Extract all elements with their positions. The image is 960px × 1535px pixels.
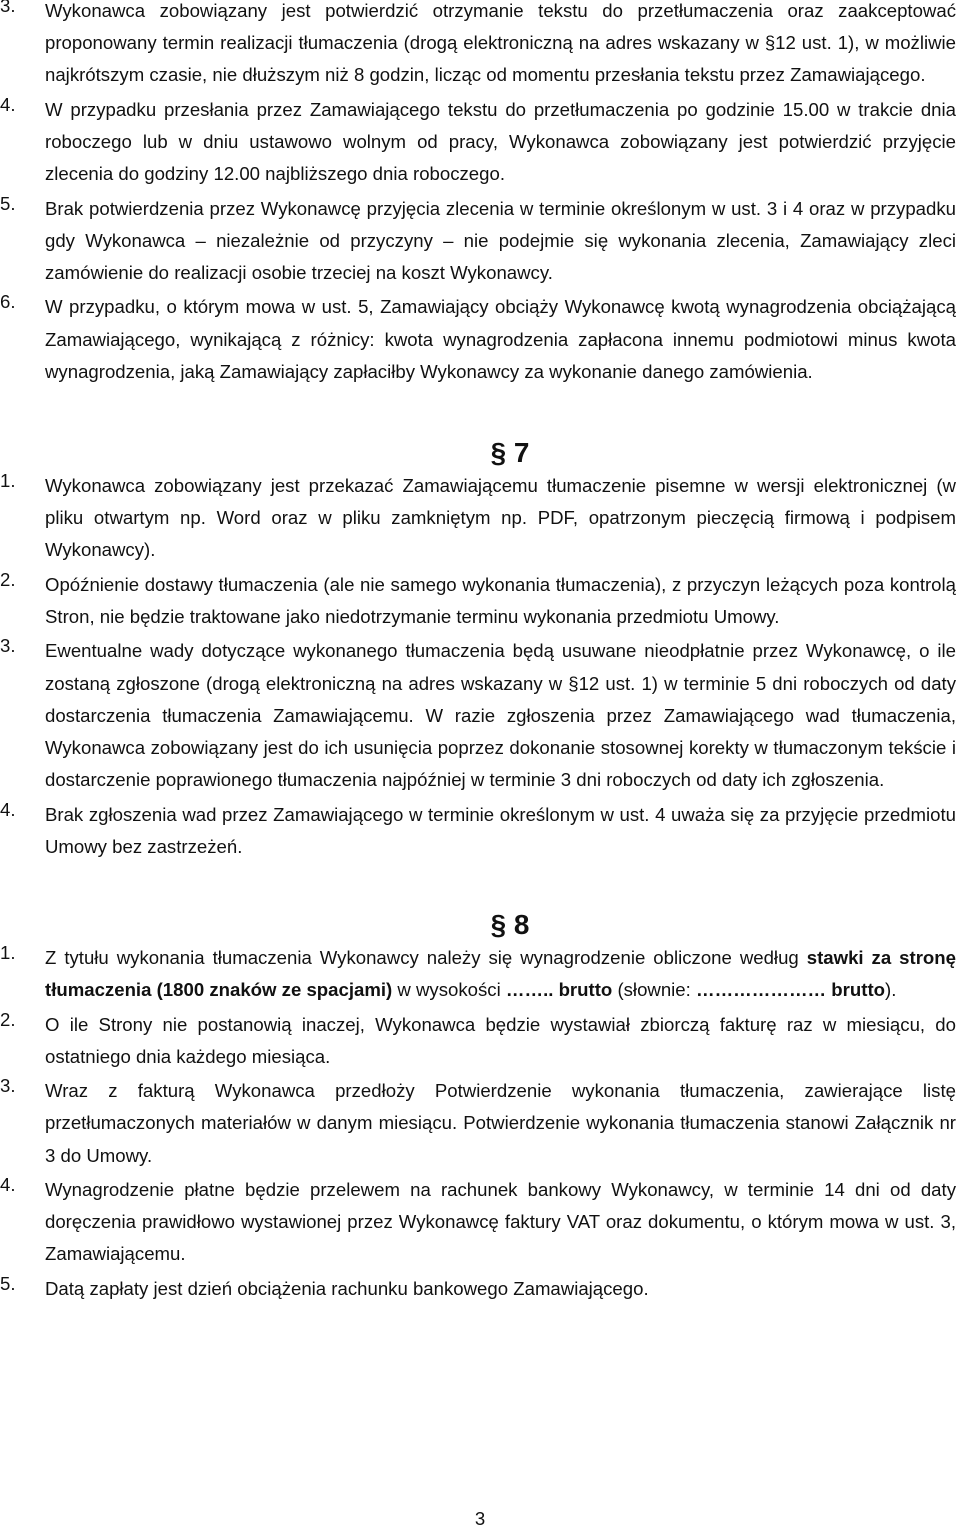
item-text (45, 942, 956, 1006)
section-8-heading: § 8 (490, 909, 530, 940)
section-7-list (0, 470, 960, 863)
list-item (0, 1174, 960, 1271)
item-number: 3. (0, 1075, 16, 1097)
item-text: Wykonawca zobowiązany jest przekazać Zamawiającemu tłumaczenie pisemne w wersji elektronicznej (w pliku otwartym np. Word oraz w pliku zamkniętym np. PDF, opatrzonym pieczęcią firmową i podpisem Wykonawcy). (45, 475, 956, 561)
list-item (0, 193, 960, 290)
item-number: 5. (0, 1272, 16, 1294)
section-a-list (0, 0, 960, 388)
text-run: ). (885, 979, 897, 1001)
item-number: 5. (0, 192, 16, 214)
amount-words-bold-text: ………………… brutto (695, 979, 885, 1001)
item-text: Opóźnienie dostawy tłumaczenia (ale nie samego wykonania tłumaczenia), z przyczyn leżących poza kontrolą Stron, nie będzie traktowane jako niedotrzymanie terminu wykonania przedmiotu Umowy. (45, 573, 956, 627)
item-text: Brak zgłoszenia wad przez Zamawiającego w terminie określonym w ust. 4 uważa się za przyjęcie przedmiotu Umowy bez zastrzeżeń. (45, 803, 956, 857)
text-run: Z tytułu wykonania tłumaczenia Wykonawcy należy się wynagrodzenie obliczone według (45, 947, 807, 968)
item-number: 3. (0, 635, 16, 657)
item-text: W przypadku przesłania przez Zamawiającego tekstu do przetłumaczenia po godzinie 15.00 w trakcie dnia roboczego lub w dniu ustawowo wolnym od pracy, Wykonawca zobowiązany jest potwierdzić przyjęcie zlecenia do godziny 12.00 najbliższego dnia roboczego. (45, 98, 956, 185)
list-item (0, 942, 960, 1006)
item-number: 4. (0, 1173, 16, 1195)
item-text: W przypadku, o którym mowa w ust. 5, Zamawiający obciąży Wykonawcę kwotą wynagrodzenia obciążającą Zamawiającego, wynikającą z różnicy: kwota wynagrodzenia zapłacona innemu podmiotowi minus kwota wynagrodzenia, jaką Zamawiający zapłaciłby Wykonawcy za wykonanie danego zamówienia. (45, 296, 956, 382)
item-number: 2. (0, 1008, 16, 1030)
list-item (0, 1075, 960, 1172)
text-run: (słownie: (612, 979, 696, 1001)
item-number: 3. (0, 0, 16, 16)
list-item (0, 1273, 960, 1305)
rate-bold-text: stawki za stronę tłumaczenia (1800 znaków ze spacjami) (45, 947, 956, 1001)
text-run: w wysokości (392, 979, 506, 1001)
list-item (0, 635, 960, 796)
item-text: Wraz z fakturą Wykonawca przedłoży Potwierdzenie wykonania tłumaczenia, zawierające listę przetłumaczonych materiałów w danym miesiącu. Potwierdzenie wykonania tłumaczenia stanowi Załącznik nr 3 do Umowy. (45, 1080, 956, 1166)
list-item (0, 470, 960, 567)
amount-bold-text: …….. brutto (505, 979, 613, 1001)
list-item (0, 569, 960, 633)
item-text: Wynagrodzenie płatne będzie przelewem na rachunek bankowy Wykonawcy, w terminie 14 dni od daty doręczenia prawidłowo wystawionej przez Wykonawcę faktury VAT oraz dokumentu, o którym mowa w ust. 3, Zamawiającemu. (45, 1178, 956, 1265)
list-item (0, 799, 960, 863)
item-text: O ile Strony nie postanowią inaczej, Wykonawca będzie wystawiał zbiorczą fakturę raz w miesiącu, do ostatniego dnia każdego miesiąca. (45, 1013, 956, 1067)
item-number: 6. (0, 291, 16, 313)
item-number: 1. (0, 942, 16, 963)
item-number: 4. (0, 798, 16, 820)
item-number: 1. (0, 470, 16, 491)
list-item (0, 94, 960, 191)
item-text: Ewentualne wady dotyczące wykonanego tłumaczenia będą usuwane nieodpłatnie przez Wykonawcę, o ile zostaną zgłoszone (drogą elektroniczną na adres wskazany w §12 ust. 1) w terminie 5 dni roboczych od daty dostarczenia tłumaczenia Zamawiającemu. W razie zgłoszenia przez Zamawiającego wad tłumaczenia, Wykonawca zobowiązany jest do ich usunięcia poprzez dokonanie stosownej korekty w tłumaczonym tekście i dostarczenie poprawionego tłumaczenia najpóźniej w terminie 3 dni roboczych od daty ich zgłoszenia. (45, 640, 956, 791)
list-item (0, 0, 960, 92)
item-text: Wykonawca zobowiązany jest potwierdzić otrzymanie tekstu do przetłumaczenia oraz zaakceptować proponowany termin realizacji tłumaczenia (drogą elektroniczną na adres wskazany w §12 ust. 1), w możliwie najkrótszym czasie, nie dłuższym niż 8 godzin, licząc od momentu przesłania tekstu przez Zamawiającego. (45, 0, 956, 86)
item-text: Brak potwierdzenia przez Wykonawcę przyjęcia zlecenia w terminie określonym w ust. 3 i 4 oraz w przypadku gdy Wykonawca – niezależnie od przyczyny – nie podejmie się wykonania zlecenia, Zamawiający zleci zamówienie do realizacji osobie trzeciej na koszt Wykonawcy. (45, 197, 956, 283)
item-text: Datą zapłaty jest dzień obciążenia rachunku bankowego Zamawiającego. (45, 1277, 649, 1299)
list-item (0, 1009, 960, 1073)
item-number: 4. (0, 93, 16, 115)
section-7-heading: § 7 (490, 437, 530, 468)
item-number: 2. (0, 568, 16, 590)
page-number: 3 (474, 1508, 486, 1529)
section-8-list (0, 942, 960, 1305)
list-item (0, 291, 960, 388)
